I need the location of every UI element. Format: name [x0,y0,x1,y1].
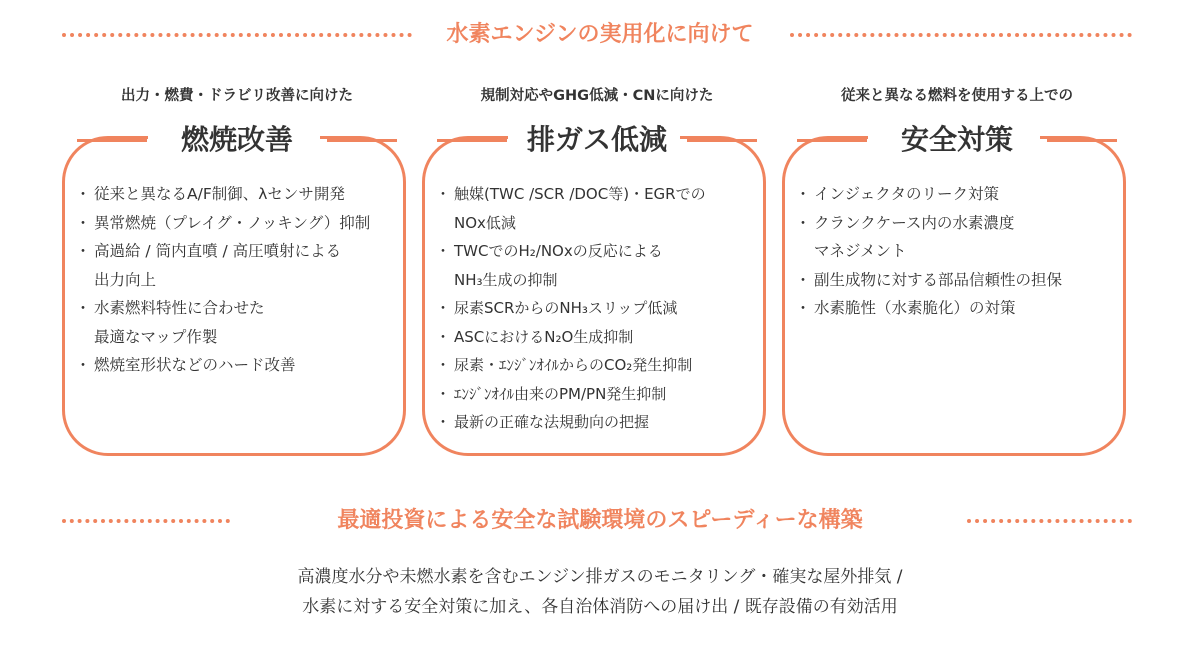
dotted-rule-right [967,519,1132,523]
column-combustion [62,86,412,374]
list-item: ・ 異常燃焼（プレイグ・ノッキング）抑制 [74,209,404,238]
list-item: ・ 副生成物に対する部品信頼性の担保 [794,266,1124,295]
section-title-row [0,20,1200,50]
footer-line-1: 高濃度水分や未燃水素を含むエンジン排ガスのモニタリング・確実な屋外排気 / [297,567,903,587]
list-item: ・ 触媒(TWC /SCR /DOC等)・EGRでの [434,180,764,209]
column-heading-row [782,120,1132,160]
list-item-cont: マネジメント [814,242,907,260]
list-item: ・ ｴﾝｼﾞﾝｵｲﾙ由来のPM/PN発生抑制 [434,380,764,409]
dotted-rule-right [790,33,1132,37]
list-item: ・ 水素脆性（水素脆化）の対策 [794,294,1124,323]
bottom-title: 最適投資による安全な試験環境のスピーディーな構築 [337,508,863,533]
list-item: ・ 最新の正確な法規動向の把握 [434,408,764,437]
dotted-rule-left [62,519,230,523]
list-item: ・ 従来と異なるA/F制御、λセンサ開発 [74,180,404,209]
column-subtitle: 出力・燃費・ドラビリ改善に向けた [121,88,353,104]
list-item-cont: 最適なマップ作製 [94,327,218,346]
column-subtitle: 規制対応やGHG低減・CNに向けた [480,88,714,104]
column-heading: 排ガス低減 [526,123,667,156]
list-item: ・ インジェクタのリーク対策 [794,180,1124,209]
list-item-cont: 出力向上 [94,270,157,289]
item-list [794,180,1124,323]
column-emissions [422,86,772,431]
item-list [74,180,404,380]
section-title: 水素エンジンの実用化に向けて [446,22,754,47]
column-subtitle: 従来と異なる燃料を使用する上での [841,88,1073,104]
list-item: ・ TWCでのH₂/NOxの反応による [434,237,764,266]
list-item: ・ 尿素SCRからのNH₃スリップ低減 [434,294,764,323]
list-item: ・ 尿素・ｴﾝｼﾞﾝｵｲﾙからのCO₂発生抑制 [434,351,764,380]
column-heading-row [422,120,772,160]
footer-line-2: 水素に対する安全対策に加え、各自治体消防への届け出 / 既存設備の有効活用 [302,597,898,617]
list-item: ・ 水素燃料特性に合わせた [74,294,404,323]
list-item-cont: NH₃生成の抑制 [454,270,558,289]
column-safety [782,86,1132,317]
list-item-cont: NOx低減 [454,213,516,232]
item-list [434,180,764,437]
list-item: ・ 燃焼室形状などのハード改善 [74,351,404,380]
column-heading: 安全対策 [900,123,1013,156]
list-item: ・ クランクケース内の水素濃度 [794,209,1124,238]
column-heading: 燃焼改善 [180,123,293,156]
column-heading-row [62,120,412,160]
list-item: ・ 高過給 / 筒内直噴 / 高圧噴射による [74,237,404,266]
dotted-rule-left [62,33,412,37]
list-item: ・ ASCにおけるN₂O生成抑制 [434,323,764,352]
bottom-title-row [0,506,1200,536]
